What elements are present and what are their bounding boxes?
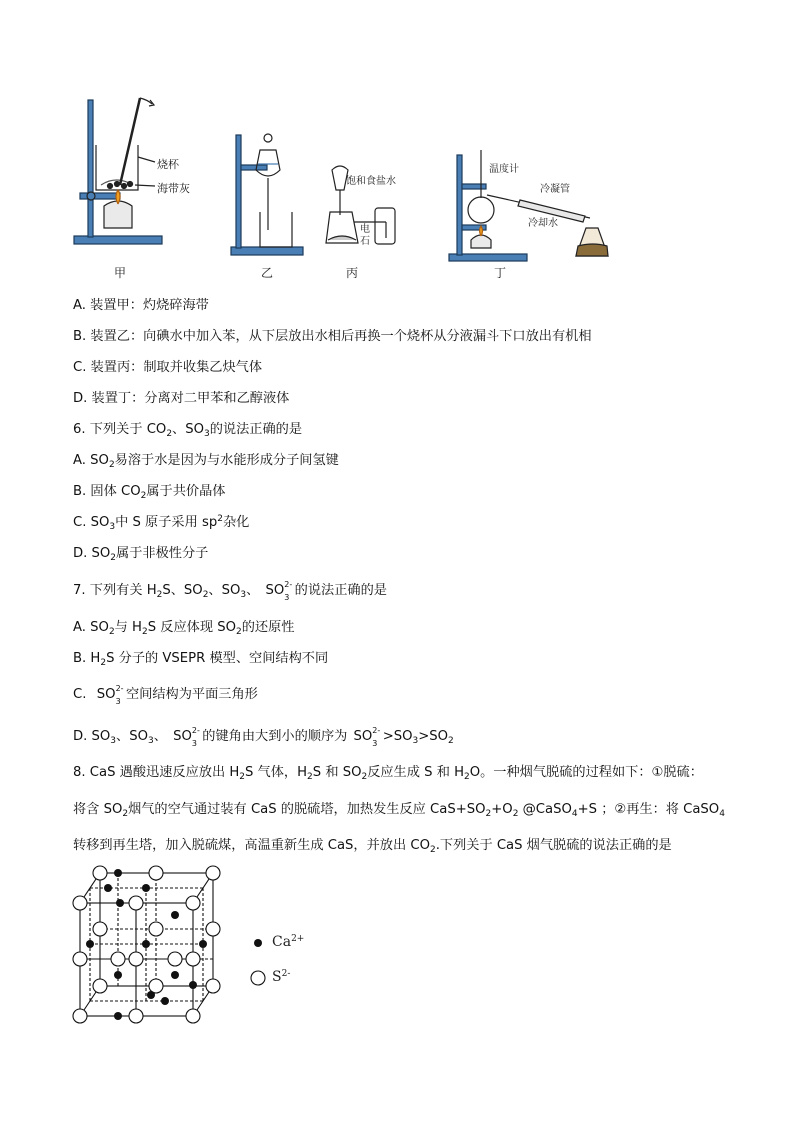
sulfite-ion: SO 2- 3 bbox=[173, 726, 200, 748]
label-condenser: 冷凝管 bbox=[540, 184, 570, 195]
legend-ca: $Ca^{2+}$ bbox=[272, 934, 305, 950]
sulfite-ion: SO 2- 3 bbox=[96, 684, 124, 706]
q6-option-d: D. $SO_2$属于非极性分子 bbox=[73, 546, 209, 563]
q6-stem: 6. 下列关于 $CO_2$、$SO_3$的说法正确的是 bbox=[73, 422, 303, 439]
q7-option-a: A. $SO_2$与 $H_2S$ 反应体现 $SO_2$的还原性 bbox=[73, 620, 295, 637]
legend-s: $S^{2-}$ bbox=[272, 969, 291, 985]
caption-yi: 乙 bbox=[261, 266, 274, 280]
label-cooling-water: 冷却水 bbox=[528, 218, 558, 229]
label-thermometer: 温度计 bbox=[489, 164, 519, 175]
apparatus-figure bbox=[0, 0, 794, 290]
q7-option-c: C. SO 2- 3 空间结构为平面三角形 bbox=[73, 684, 258, 706]
label-ash: 海带灰 bbox=[157, 182, 190, 195]
caption-jia: 甲 bbox=[114, 266, 127, 280]
q6-option-c: C. $SO_3$中 S 原子采用 $sp^2$杂化 bbox=[73, 514, 250, 532]
q5-option-c: C. 装置丙：制取并收集乙炔气体 bbox=[73, 360, 263, 375]
caption-ding: 丁 bbox=[494, 266, 507, 280]
q8-line-2: 将含 $SO_2$烟气的空气通过装有 CaS 的脱硫塔，加热发生反应 $CaS+SO_2+O_2$ @CaSO$_4$+S ；②再生：将 CaSO$_4$ bbox=[73, 802, 725, 819]
q5-option-d: D. 装置丁：分离对二甲苯和乙醇液体 bbox=[73, 391, 290, 406]
label-beaker: 烧杯 bbox=[157, 158, 179, 171]
legend-ca-marker bbox=[254, 939, 262, 947]
q8-line-3: 转移到再生塔，加入脱硫煤，高温重新生成 CaS，并放出 $CO_2$.下列关于 CaS 烟气脱硫的说法正确的是 bbox=[73, 838, 672, 855]
label-brine: 饱和食盐水 bbox=[346, 176, 396, 187]
q6-option-a: A. $SO_2$易溶于水是因为与水能形成分子间氢键 bbox=[73, 453, 339, 470]
legend-s-marker bbox=[251, 971, 265, 985]
label-carbide: 电 石 bbox=[360, 224, 370, 247]
q7-stem: 7. 下列有关 $H_2S$、$SO_2$、$SO_3$、 SO 2- 3 的说法正确的是 bbox=[73, 580, 387, 602]
q7-option-d: D. $SO_3$、$SO_3$、 SO 2- 3 的键角由大到小的顺序为 SO 2- 3 $>SO_3>SO_2$ bbox=[73, 726, 454, 748]
q7-option-b: B. $H_2S$ 分子的 VSEPR 模型、空间结构不同 bbox=[73, 651, 329, 668]
sulfite-ion: SO 2- 3 bbox=[353, 726, 381, 748]
caption-bing: 丙 bbox=[346, 266, 359, 280]
sulfite-ion: SO 2- 3 bbox=[265, 580, 293, 602]
q6-option-b: B. 固体 $CO_2$属于共价晶体 bbox=[73, 484, 226, 501]
q5-option-b: B. 装置乙：向碘水中加入苯，从下层放出水相后再换一个烧杯从分液漏斗下口放出有机相 bbox=[73, 329, 592, 344]
cas-crystal-structure bbox=[0, 860, 794, 1020]
q8-line-1: 8. CaS 遇酸迅速反应放出 $H_2S$ 气体，$H_2S$ 和 $SO_2$反应生成 S 和 $H_2O$。一种烟气脱硫的过程如下：①脱硫： bbox=[73, 765, 703, 782]
q5-option-a: A. 装置甲：灼烧碎海带 bbox=[73, 298, 209, 313]
